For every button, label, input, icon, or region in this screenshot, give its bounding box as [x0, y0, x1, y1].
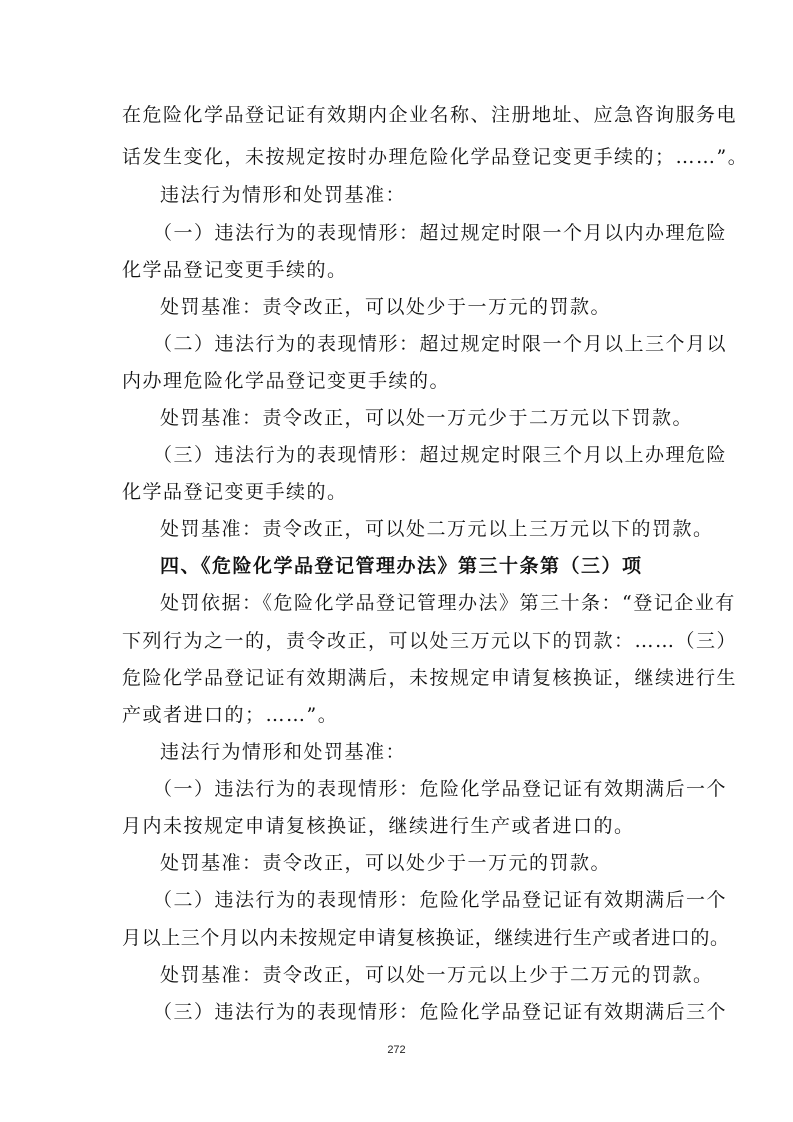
text-line: 处罚基准：责令改正，可以处少于一万元的罚款。	[160, 852, 612, 874]
text-line: 处罚基准：责令改正，可以处一万元以上少于二万元的罚款。	[160, 964, 714, 986]
text-line: 违法行为情形和处罚基准：	[160, 184, 407, 206]
text-line: 月内未按规定申请复核换证，继续进行生产或者进口的。	[122, 815, 635, 837]
text-line: （三）违法行为的表现情形：超过规定时限三个月以上办理危险	[153, 444, 728, 466]
text-line: 化学品登记变更手续的。	[122, 259, 348, 281]
text-line: 内办理危险化学品登记变更手续的。	[122, 370, 451, 392]
section-heading: 四、《危险化学品登记管理办法》第三十条第（三）项	[160, 555, 643, 577]
text-line: 处罚依据：《危险化学品登记管理办法》第三十条：“登记企业有	[160, 592, 736, 614]
page-number: 272	[387, 1044, 406, 1056]
text-line: 月以上三个月以内未按规定申请复核换证，继续进行生产或者进口的。	[122, 927, 730, 949]
text-line: 产或者进口的；……”。	[122, 704, 339, 726]
text-line: 处罚基准：责令改正，可以处一万元少于二万元以下罚款。	[160, 407, 694, 429]
text-line: （一）违法行为的表现情形：超过规定时限一个月以内办理危险	[153, 222, 728, 244]
text-line: （二）违法行为的表现情形：超过规定时限一个月以上三个月以	[153, 333, 728, 355]
text-line: （三）违法行为的表现情形：危险化学品登记证有效期满后三个	[153, 1001, 728, 1023]
text-line: 处罚基准：责令改正，可以处二万元以上三万元以下的罚款。	[160, 518, 714, 540]
text-line: （二）违法行为的表现情形：危险化学品登记证有效期满后一个	[153, 889, 728, 911]
text-line: 危险化学品登记证有效期满后，未按规定申请复核换证，继续进行生	[122, 667, 738, 689]
text-line: 下列行为之一的，责令改正，可以处三万元以下的罚款：……（三）	[122, 630, 738, 652]
text-line: （一）违法行为的表现情形：危险化学品登记证有效期满后一个	[153, 778, 728, 800]
text-line: 处罚基准：责令改正，可以处少于一万元的罚款。	[160, 296, 612, 318]
text-line: 化学品登记变更手续的。	[122, 481, 348, 503]
text-line: 违法行为情形和处罚基准：	[160, 741, 407, 763]
text-line: 话发生变化，未按规定按时办理危险化学品登记变更手续的；……”。	[122, 146, 749, 168]
text-line: 在危险化学品登记证有效期内企业名称、注册地址、应急咨询服务电	[122, 104, 738, 126]
